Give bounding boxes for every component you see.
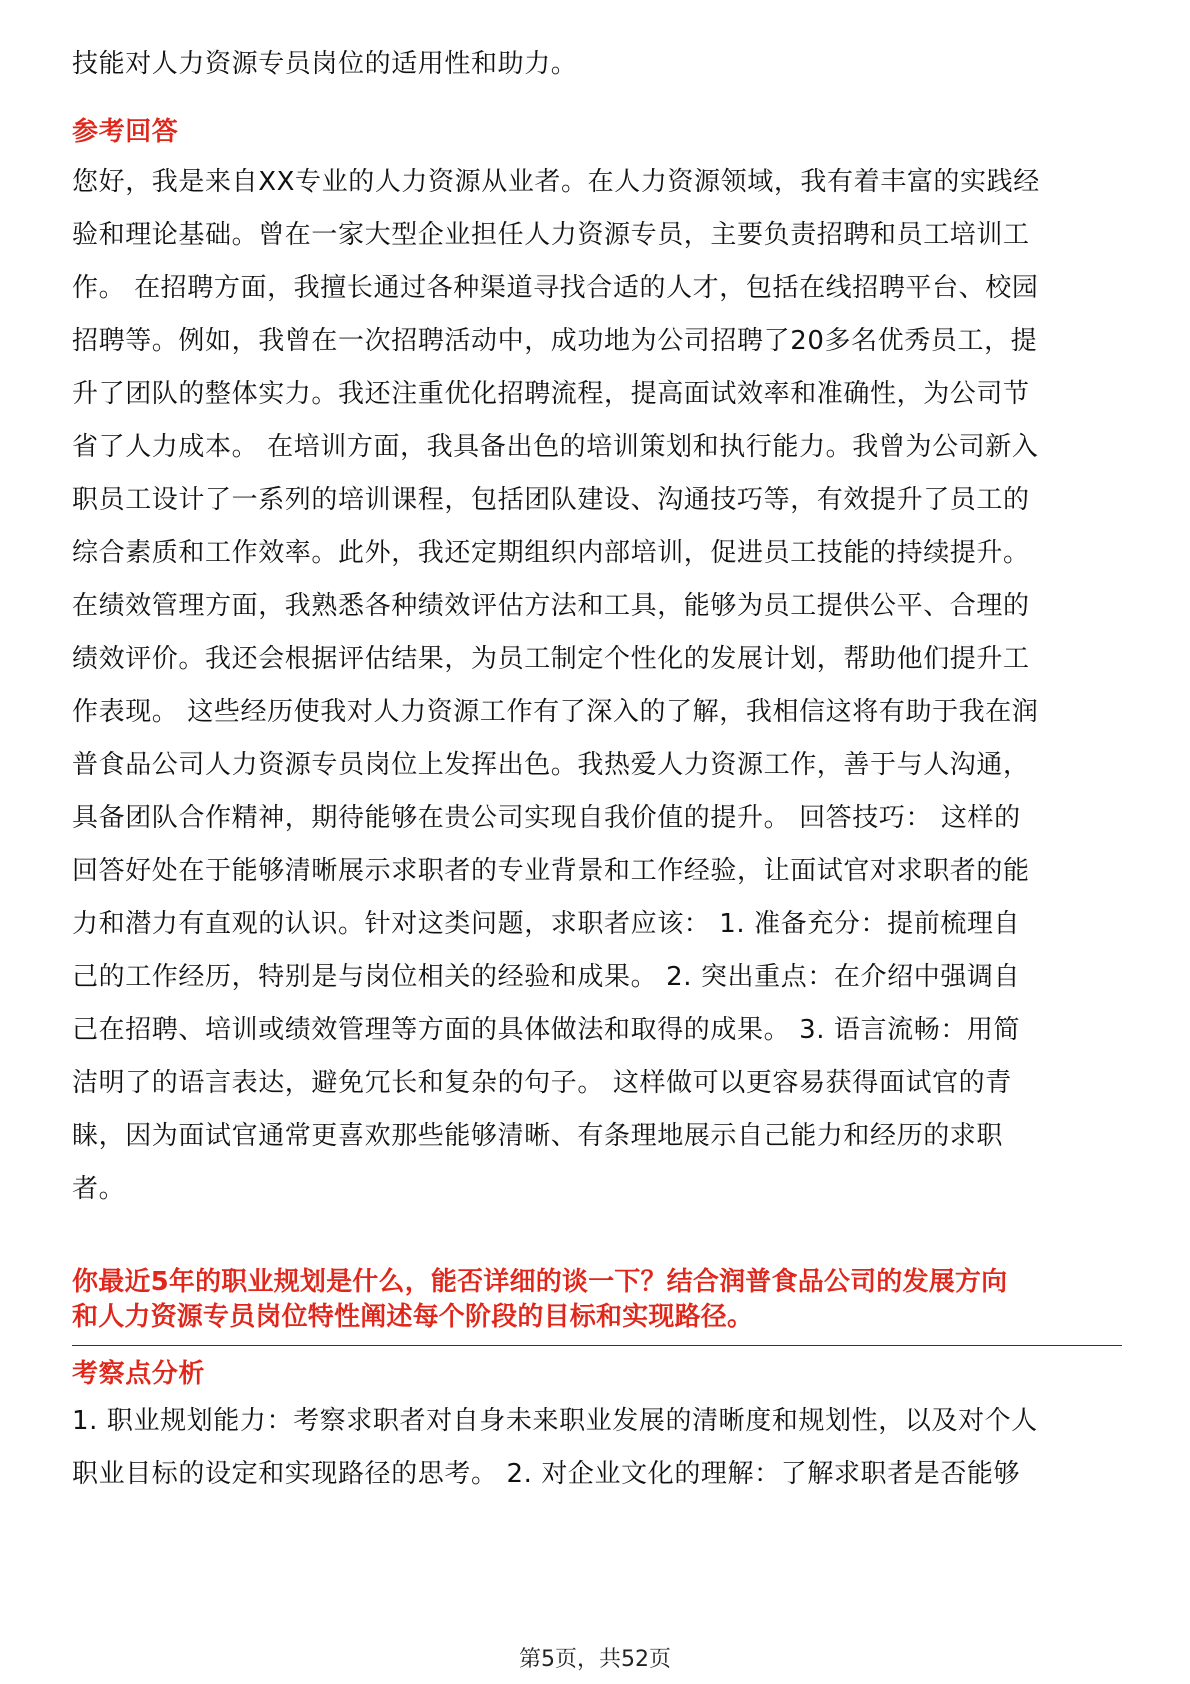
- answer-line: 省了人力成本。 在培训方面，我具备出色的培训策划和执行能力。我曾为公司新入: [72, 432, 1039, 462]
- answer-line: 具备团队合作精神，期待能够在贵公司实现自我价值的提升。 回答技巧： 这样的: [72, 803, 1021, 833]
- answer-line: 力和潜力有直观的认识。针对这类问题，求职者应该： 1. 准备充分：提前梳理自: [72, 909, 1021, 939]
- answer-line: 作表现。 这些经历使我对人力资源工作有了深入的了解，我相信这将有助于我在润: [72, 697, 1039, 727]
- answer-line: 洁明了的语言表达，避免冗长和复杂的句子。 这样做可以更容易获得面试官的青: [72, 1068, 1012, 1098]
- question-line: 和人力资源专员岗位特性阐述每个阶段的目标和实现路径。: [72, 1302, 754, 1332]
- answer-line: 己在招聘、培训或绩效管理等方面的具体做法和取得的成果。 3. 语言流畅：用简: [72, 1015, 1021, 1045]
- answer-line: 您好，我是来自XX专业的人力资源从业者。在人力资源领域，我有着丰富的实践经: [72, 167, 1040, 197]
- answer-line: 验和理论基础。曾在一家大型企业担任人力资源专员，主要负责招聘和员工培训工: [72, 220, 1030, 250]
- analysis-heading: 考察点分析: [72, 1359, 206, 1389]
- answer-line: 作。 在招聘方面，我擅长通过各种渠道寻找合适的人才，包括在线招聘平台、校园: [72, 273, 1039, 303]
- intro-tail-text: 技能对人力资源专员岗位的适用性和助力。: [72, 49, 578, 79]
- answer-line: 在绩效管理方面，我熟悉各种绩效评估方法和工具，能够为员工提供公平、合理的: [72, 591, 1030, 621]
- answer-line: 升了团队的整体实力。我还注重优化招聘流程，提高面试效率和准确性，为公司节: [72, 379, 1030, 409]
- section-divider: [72, 1345, 1122, 1346]
- answer-line: 综合素质和工作效率。此外，我还定期组织内部培训，促进员工技能的持续提升。: [72, 538, 1030, 568]
- answer-heading: 参考回答: [72, 117, 179, 147]
- answer-line: 回答好处在于能够清晰展示求职者的专业背景和工作经验，让面试官对求职者的能: [72, 856, 1030, 886]
- analysis-line: 职业目标的设定和实现路径的思考。 2. 对企业文化的理解：了解求职者是否能够: [72, 1459, 1021, 1489]
- answer-line: 招聘等。例如，我曾在一次招聘活动中，成功地为公司招聘了20多名优秀员工，提: [72, 326, 1038, 356]
- answer-line: 职员工设计了一系列的培训课程，包括团队建设、沟通技巧等，有效提升了员工的: [72, 485, 1030, 515]
- question-line: 你最近5年的职业规划是什么，能否详细的谈一下？结合润普食品公司的发展方向: [72, 1267, 1008, 1297]
- analysis-line: 1. 职业规划能力：考察求职者对自身未来职业发展的清晰度和规划性，以及对个人: [72, 1406, 1038, 1436]
- answer-line: 普食品公司人力资源专员岗位上发挥出色。我热爱人力资源工作，善于与人沟通，: [72, 750, 1030, 780]
- answer-line: 睐，因为面试官通常更喜欢那些能够清晰、有条理地展示自己能力和经历的求职: [72, 1121, 1004, 1151]
- page-number-footer: 第5页，共52页: [519, 1647, 671, 1672]
- answer-line: 者。: [72, 1174, 126, 1204]
- answer-line: 己的工作经历，特别是与岗位相关的经验和成果。 2. 突出重点：在介绍中强调自: [72, 962, 1021, 992]
- answer-line: 绩效评价。我还会根据评估结果，为员工制定个性化的发展计划，帮助他们提升工: [72, 644, 1030, 674]
